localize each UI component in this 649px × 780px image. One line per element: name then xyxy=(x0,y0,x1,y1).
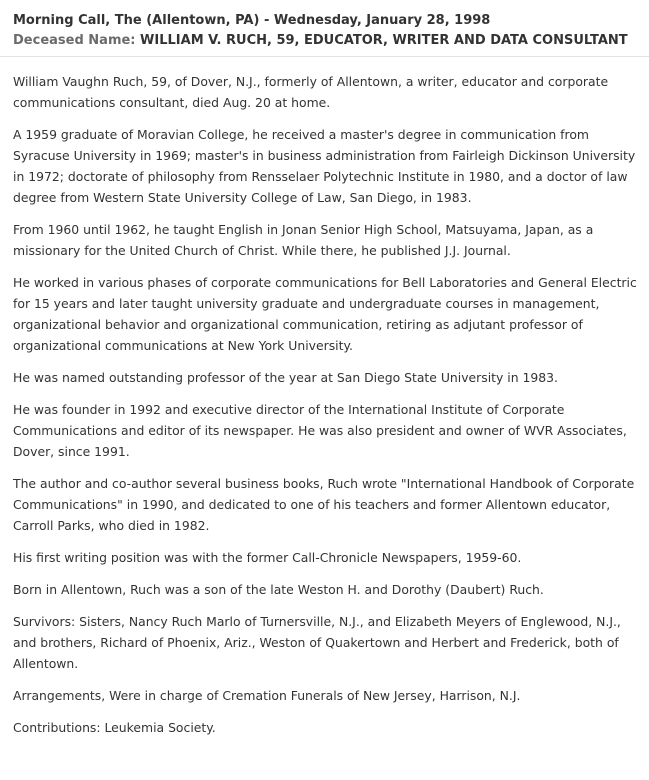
publication-name: Morning Call, The (Allentown, PA) xyxy=(13,13,260,28)
article-paragraph: He was named outstanding professor of the year at San Diego State University in 1983. xyxy=(13,370,558,385)
publication-date: Wednesday, January 28, 1998 xyxy=(273,13,491,28)
header-separator: - xyxy=(259,13,274,28)
article-paragraph: Born in Allentown, Ruch was a son of the late Weston H. and Dorothy (Daubert) Ruch. xyxy=(13,582,544,597)
article-paragraph: A 1959 graduate of Moravian College, he received a master's degree in communication from Syracuse University in 1969; master's in business administration from Fairleigh Dickinson University in 1972; doctorate of philosophy from Rensselaer Polytechnic Institute in 1980, and a doctor of law degree from Western State University College of Law, San Diego, in 1983. xyxy=(13,127,636,205)
article-paragraph: Survivors: Sisters, Nancy Ruch Marlo of Turnersville, N.J., and Elizabeth Meyers of Englewood, N.J., and brothers, Richard of Phoenix, Ariz., Weston of Quakertown and Herbert and Frederick, both of Allentown. xyxy=(13,614,621,671)
article-paragraph: William Vaughn Ruch, 59, of Dover, N.J., formerly of Allentown, a writer, educator and corporate communications consultant, died Aug. 20 at home. xyxy=(13,74,609,110)
article-paragraph: Contributions: Leukemia Society. xyxy=(13,720,216,735)
article-paragraph: The author and co-author several business books, Ruch wrote "International Handbook of Corporate Communications" in 1990, and dedicated to one of his teachers and former Allentown educator, Carroll Parks, who died in 1982. xyxy=(13,476,635,533)
article-paragraph: He worked in various phases of corporate communications for Bell Laboratories and General Electric for 15 years and later taught university graduate and undergraduate courses in management, organizational behavior and organizational communication, retiring as adjutant professor of organizational communications at New York University. xyxy=(13,275,637,353)
article-paragraph: His first writing position was with the former Call-Chronicle Newspapers, 1959-60. xyxy=(13,550,522,565)
publication-line xyxy=(13,11,649,31)
article-body xyxy=(13,71,637,749)
article-paragraph: He was founder in 1992 and executive director of the International Institute of Corporate Communications and editor of its newspaper. He was also president and owner of WVR Associates, Dover, since 1991. xyxy=(13,402,627,459)
article-paragraph: Arrangements, Were in charge of Cremation Funerals of New Jersey, Harrison, N.J. xyxy=(13,688,521,703)
article-header xyxy=(0,0,649,57)
deceased-name-label: Deceased Name: xyxy=(13,33,136,48)
deceased-line xyxy=(13,31,649,51)
article-paragraph: From 1960 until 1962, he taught English in Jonan Senior High School, Matsuyama, Japan, as a missionary for the United Church of Christ. While there, he published J.J. Journal. xyxy=(13,222,594,258)
deceased-name-value: WILLIAM V. RUCH, 59, EDUCATOR, WRITER AND DATA CONSULTANT xyxy=(140,33,628,48)
